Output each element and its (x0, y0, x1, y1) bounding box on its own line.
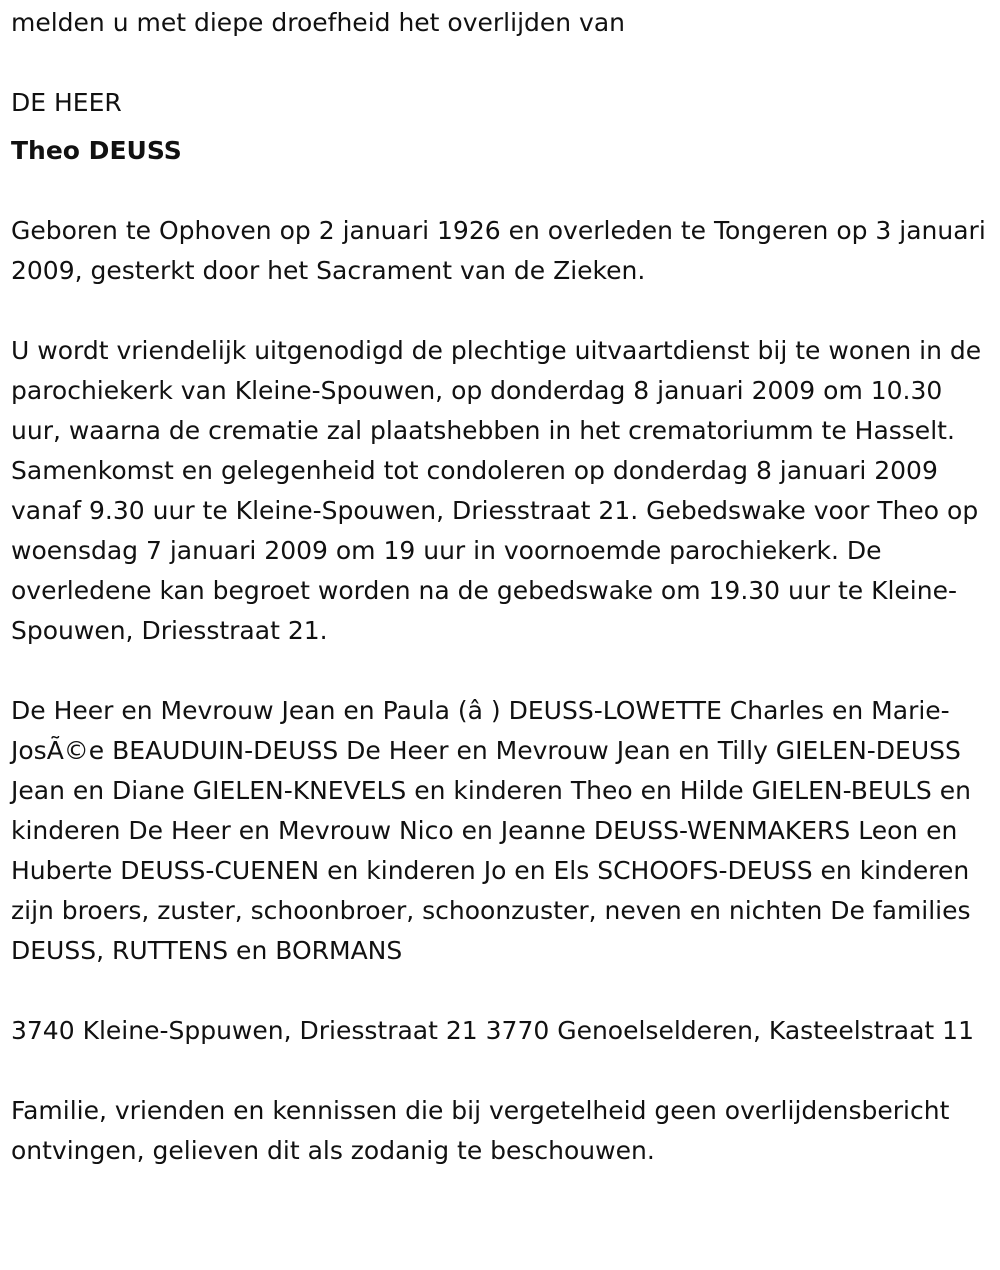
deceased-name: Theo DEUSS (11, 136, 182, 165)
spacer (11, 123, 991, 131)
death-notice (11, 3, 991, 1171)
spacer (11, 291, 991, 331)
family-paragraph: De Heer en Mevrouw Jean en Paula (â ) DEUSS-LOWETTE Charles en Marie-JosÃ©e BEAUDUIN-DEUSS De Heer en Mevrouw Jean en Tilly GIELEN-DEUSS Jean en Diane GIELEN-KNEVELS en kinderen Theo en Hilde GIELEN-BEULS en kinderen De Heer en Mevrouw Nico en Jeanne DEUSS-WENMAKERS Leon en Huberte DEUSS-CUENEN en kinderen Jo en Els SCHOOFS-DEUSS en kinderen zijn broers, zuster, schoonbroer, schoonzuster, neven en nichten De families DEUSS, RUTTENS en BORMANS (11, 696, 971, 965)
spacer (11, 971, 991, 1011)
addresses-paragraph: 3740 Kleine-Sppuwen, Driesstraat 21 3770 Genoelselderen, Kasteelstraat 11 (11, 1016, 974, 1045)
spacer (11, 171, 991, 211)
birth-death-paragraph: Geboren te Ophoven op 2 januari 1926 en overleden te Tongeren op 3 januari 2009, gesterkt door het Sacrament van de Zieken. (11, 216, 986, 285)
funeral-info-paragraph: U wordt vriendelijk uitgenodigd de plechtige uitvaartdienst bij te wonen in de parochiekerk van Kleine-Spouwen, op donderdag 8 januari 2009 om 10.30 uur, waarna de crematie zal plaatshebben in het crematoriumm te Hasselt. Samenkomst en gelegenheid tot condoleren op donderdag 8 januari 2009 vanaf 9.30 uur te Kleine-Spouwen, Driesstraat 21. Gebedswake voor Theo op woensdag 7 januari 2009 om 19 uur in voornoemde parochiekerk. De overledene kan begroet worden na de gebedswake om 19.30 uur te Kleine-Spouwen, Driesstraat 21. (11, 336, 982, 645)
spacer (11, 651, 991, 691)
spacer (11, 1051, 991, 1091)
intro-text: melden u met diepe droefheid het overlijden van (11, 8, 626, 37)
closing-paragraph: Familie, vrienden en kennissen die bij vergetelheid geen overlijdensbericht ontvingen, gelieven dit als zodanig te beschouwen. (11, 1096, 950, 1165)
title-prefix: DE HEER (11, 88, 122, 117)
spacer (11, 43, 991, 83)
